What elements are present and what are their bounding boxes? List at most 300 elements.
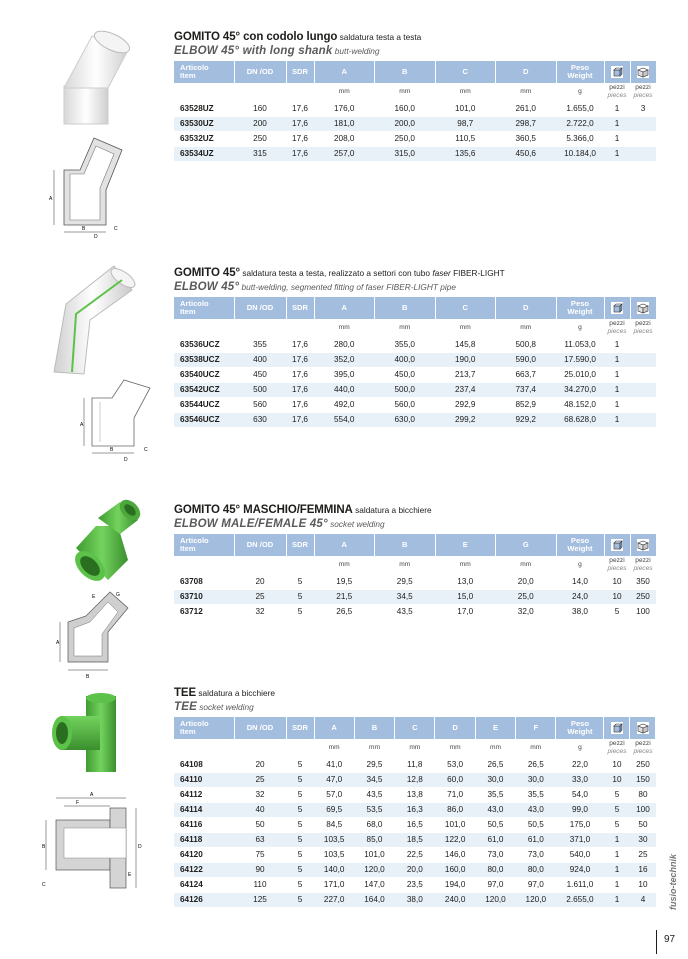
table-cell: 1	[604, 116, 630, 131]
unit-cell-pack: pezzi pieces	[633, 320, 653, 335]
svg-text:C: C	[114, 226, 118, 232]
table-cell: 5	[286, 847, 314, 862]
table-cell: 101,0	[354, 847, 394, 862]
column-header-pieces	[604, 717, 630, 739]
table-cell: 395,0	[314, 367, 375, 382]
table-cell: 450,6	[496, 146, 557, 161]
table-cell: 17,6	[286, 367, 314, 382]
table-cell	[630, 397, 656, 412]
table-cell: 120,0	[516, 892, 556, 907]
table-cell: 25,0	[496, 589, 557, 604]
table-row	[174, 817, 656, 832]
unit-cell	[174, 739, 234, 757]
table-cell: 400	[234, 352, 286, 367]
table-cell: 63534UZ	[174, 146, 234, 161]
table-cell: 1	[604, 367, 630, 382]
column-header: Peso Weight	[556, 61, 604, 83]
table-cell: 5	[604, 802, 630, 817]
table-cell: 61,0	[516, 832, 556, 847]
table-cell: 98,7	[435, 116, 496, 131]
table-cell: 110,5	[435, 131, 496, 146]
table-cell: 24,0	[556, 589, 604, 604]
table-cell: 1	[604, 337, 630, 352]
table-cell: 150	[630, 772, 656, 787]
column-header: Articolo Item	[174, 717, 234, 739]
table-cell	[630, 412, 656, 427]
single-piece-icon	[610, 721, 624, 735]
table-cell: 97,0	[475, 877, 515, 892]
unit-cell: mm	[368, 744, 380, 751]
table-cell: 5	[604, 817, 630, 832]
column-header: F	[516, 717, 556, 739]
table-cell: 30,0	[475, 772, 515, 787]
table-row	[174, 862, 656, 877]
units-row	[174, 319, 656, 337]
title-sub: saldatura testa a testa, realizzato a settori con tubo	[240, 268, 433, 278]
table-cell: 64124	[174, 877, 234, 892]
table-cell: 22,0	[556, 757, 604, 772]
table-cell: 492,0	[314, 397, 375, 412]
table-cell: 26,5	[475, 757, 515, 772]
svg-text:D: D	[124, 457, 128, 463]
table-cell: 630	[234, 412, 286, 427]
column-header: DN /OD	[234, 534, 286, 556]
unit-cell	[234, 739, 286, 757]
table-cell: 400,0	[375, 352, 436, 367]
title-en-main: ELBOW MALE/FEMALE 45°	[174, 518, 328, 530]
unit-cell-pack: pezzi pieces	[633, 84, 653, 99]
column-header: C	[395, 717, 435, 739]
unit-cell: mm	[459, 324, 471, 331]
unit-cell: mm	[489, 744, 501, 751]
column-header: B	[375, 297, 436, 319]
table-cell: 146,0	[435, 847, 475, 862]
box-icon	[636, 65, 650, 79]
title-en-sub: butt-welding	[332, 46, 380, 56]
table-cell: 10	[604, 574, 630, 589]
table-cell: 1	[604, 397, 630, 412]
table-cell: 125	[234, 892, 286, 907]
table-cell: 175,0	[556, 817, 604, 832]
table-cell: 450,0	[375, 367, 436, 382]
title-sub: saldatura a bicchiere	[196, 688, 275, 698]
table-cell: 43,5	[354, 787, 394, 802]
svg-text:G: G	[116, 592, 120, 598]
table-cell: 371,0	[556, 832, 604, 847]
table-header-row	[174, 61, 656, 83]
table-cell: 30,0	[516, 772, 556, 787]
box-icon	[636, 538, 650, 552]
unit-cell	[234, 319, 286, 337]
title-en-main: TEE	[174, 701, 197, 713]
table-row	[174, 847, 656, 862]
table-cell: 554,0	[314, 412, 375, 427]
column-header: B	[375, 534, 436, 556]
unit-cell-pack: pezzi pieces	[607, 740, 627, 755]
table-cell: 500,8	[496, 337, 557, 352]
table-cell: 630,0	[375, 412, 436, 427]
product-table	[174, 534, 657, 620]
unit-cell: mm	[520, 324, 532, 331]
svg-text:D: D	[94, 234, 98, 240]
table-cell: 35,5	[475, 787, 515, 802]
table-cell: 261,0	[496, 101, 557, 116]
table-cell: 292,9	[435, 397, 496, 412]
table-cell: 26,5	[314, 604, 375, 619]
table-cell: 33,0	[556, 772, 604, 787]
table-cell: 64110	[174, 772, 234, 787]
table-row	[174, 787, 656, 802]
table-row	[174, 574, 656, 589]
title-en-sub: socket welding	[327, 519, 385, 529]
table-cell: 54,0	[556, 787, 604, 802]
title-en	[174, 700, 656, 714]
table-cell: 19,5	[314, 574, 375, 589]
title-it	[174, 503, 656, 517]
table-cell: 34,5	[354, 772, 394, 787]
elbow-segmented-drawing	[80, 378, 160, 464]
table-cell: 1	[604, 892, 630, 907]
page-number: 97	[664, 934, 676, 945]
table-cell: 25	[630, 847, 656, 862]
table-cell: 1	[604, 832, 630, 847]
column-header: B	[375, 61, 436, 83]
column-header: A	[314, 61, 375, 83]
unit-cell: mm	[449, 744, 461, 751]
table-cell: 250	[630, 589, 656, 604]
table-cell: 20,0	[496, 574, 557, 589]
table-cell: 48.152,0	[556, 397, 604, 412]
table-cell: 500,0	[375, 382, 436, 397]
table-cell: 17,6	[286, 146, 314, 161]
unit-cell: mm	[338, 561, 350, 568]
column-header-box	[630, 717, 656, 739]
table-cell: 360,5	[496, 131, 557, 146]
table-cell: 17,6	[286, 337, 314, 352]
table-cell: 10	[630, 877, 656, 892]
table-cell: 63712	[174, 604, 234, 619]
table-cell: 1	[604, 412, 630, 427]
table-cell: 17,6	[286, 116, 314, 131]
unit-cell: mm	[399, 88, 411, 95]
table-cell	[630, 131, 656, 146]
table-cell: 68.628,0	[556, 412, 604, 427]
table-cell: 50	[234, 817, 286, 832]
column-header-box	[630, 297, 656, 319]
table-row	[174, 131, 656, 146]
table-row	[174, 146, 656, 161]
single-piece-icon	[610, 538, 624, 552]
table-row	[174, 337, 656, 352]
table-cell: 663,7	[496, 367, 557, 382]
table-cell	[630, 116, 656, 131]
column-header: G	[496, 534, 557, 556]
column-header: D	[435, 717, 475, 739]
table-cell: 32	[234, 787, 286, 802]
table-cell: 17,0	[435, 604, 496, 619]
column-header: Peso Weight	[556, 297, 604, 319]
table-cell: 63536UCZ	[174, 337, 234, 352]
table-cell: 63544UCZ	[174, 397, 234, 412]
svg-text:D: D	[138, 844, 142, 850]
table-header-row	[174, 717, 656, 739]
svg-text:B: B	[86, 674, 90, 680]
table-cell: 3	[630, 101, 656, 116]
table-cell: 5	[286, 862, 314, 877]
column-header: E	[475, 717, 515, 739]
table-row	[174, 772, 656, 787]
table-cell: 135,6	[435, 146, 496, 161]
table-cell: 1	[604, 352, 630, 367]
table-cell: 5	[286, 757, 314, 772]
column-header-box	[630, 61, 656, 83]
table-cell: 17,6	[286, 101, 314, 116]
table-cell: 250	[234, 131, 286, 146]
table-cell: 50,5	[516, 817, 556, 832]
table-cell: 29,5	[354, 757, 394, 772]
unit-cell: mm	[520, 561, 532, 568]
table-cell: 20,0	[395, 862, 435, 877]
single-piece-icon	[610, 301, 624, 315]
table-cell: 237,4	[435, 382, 496, 397]
table-cell: 63532UZ	[174, 131, 234, 146]
table-cell: 50,5	[475, 817, 515, 832]
table-cell: 68,0	[354, 817, 394, 832]
table-cell: 16	[630, 862, 656, 877]
table-cell: 737,4	[496, 382, 557, 397]
table-cell: 5	[286, 832, 314, 847]
table-cell: 298,7	[496, 116, 557, 131]
title-sub: saldatura a bicchiere	[352, 505, 432, 515]
section-elbow-long-shank	[174, 30, 656, 162]
table-cell: 10.184,0	[556, 146, 604, 161]
title-en	[174, 517, 656, 531]
table-cell: 16,3	[395, 802, 435, 817]
table-cell: 40	[234, 802, 286, 817]
table-cell: 160	[234, 101, 286, 116]
table-row	[174, 397, 656, 412]
column-header: C	[435, 297, 496, 319]
table-cell: 38,0	[556, 604, 604, 619]
table-cell: 355	[234, 337, 286, 352]
table-cell: 101,0	[435, 817, 475, 832]
table-row	[174, 352, 656, 367]
table-cell: 22,5	[395, 847, 435, 862]
table-cell: 43,5	[375, 604, 436, 619]
table-cell: 43,0	[475, 802, 515, 817]
table-row	[174, 892, 656, 907]
table-cell: 25	[234, 589, 286, 604]
table-row	[174, 877, 656, 892]
unit-cell: g	[578, 324, 582, 331]
table-cell: 20	[234, 757, 286, 772]
table-cell: 852,9	[496, 397, 557, 412]
table-cell: 60,0	[435, 772, 475, 787]
table-cell: 84,5	[314, 817, 354, 832]
title-en-main: ELBOW 45°	[174, 281, 240, 293]
table-cell: 5	[286, 574, 314, 589]
title-main: TEE	[174, 687, 197, 699]
table-cell: 190,0	[435, 352, 496, 367]
column-header: B	[354, 717, 394, 739]
table-cell: 145,8	[435, 337, 496, 352]
title-main: GOMITO 45°	[174, 267, 241, 279]
table-cell: 73,0	[516, 847, 556, 862]
title-en	[174, 44, 656, 58]
svg-text:E: E	[92, 594, 96, 600]
unit-cell: mm	[399, 324, 411, 331]
table-cell: 63546UCZ	[174, 412, 234, 427]
table-cell: 73,0	[475, 847, 515, 862]
table-cell: 11,8	[395, 757, 435, 772]
table-row	[174, 382, 656, 397]
table-cell: 61,0	[475, 832, 515, 847]
table-cell: 200	[234, 116, 286, 131]
table-cell: 64120	[174, 847, 234, 862]
table-cell: 5	[286, 772, 314, 787]
table-header-row	[174, 297, 656, 319]
table-cell: 176,0	[314, 101, 375, 116]
unit-cell: mm	[338, 88, 350, 95]
table-cell: 10	[604, 757, 630, 772]
product-table	[174, 61, 657, 162]
elbow-fiberlight-photo	[48, 262, 144, 382]
table-cell: 20	[234, 574, 286, 589]
unit-cell	[286, 83, 314, 101]
box-icon	[636, 721, 650, 735]
table-cell: 26,5	[516, 757, 556, 772]
table-cell: 64116	[174, 817, 234, 832]
table-row	[174, 589, 656, 604]
table-row	[174, 604, 656, 619]
table-cell: 2.722,0	[556, 116, 604, 131]
svg-text:B: B	[42, 844, 46, 850]
table-cell: 213,7	[435, 367, 496, 382]
svg-text:F: F	[76, 800, 80, 806]
table-cell: 1	[604, 877, 630, 892]
column-header: C	[435, 61, 496, 83]
table-cell: 350	[630, 574, 656, 589]
table-cell	[630, 367, 656, 382]
table-cell: 12,8	[395, 772, 435, 787]
table-cell: 101,0	[435, 101, 496, 116]
table-cell: 5	[604, 787, 630, 802]
units-row	[174, 739, 656, 757]
table-cell: 53,0	[435, 757, 475, 772]
svg-text:A: A	[56, 640, 60, 646]
table-cell: 23,5	[395, 877, 435, 892]
table-cell: 17.590,0	[556, 352, 604, 367]
table-cell: 5	[286, 589, 314, 604]
unit-cell	[234, 83, 286, 101]
unit-cell: mm	[399, 561, 411, 568]
table-cell: 64108	[174, 757, 234, 772]
elbow-male-female-drawing	[56, 588, 140, 680]
column-header: SDR	[286, 61, 314, 83]
table-cell: 1	[604, 382, 630, 397]
column-header: Articolo Item	[174, 534, 234, 556]
table-cell: 15,0	[435, 589, 496, 604]
table-cell: 34.270,0	[556, 382, 604, 397]
table-cell: 53,5	[354, 802, 394, 817]
table-cell: 10	[604, 772, 630, 787]
column-header-box	[630, 534, 656, 556]
unit-cell: mm	[338, 324, 350, 331]
unit-cell	[174, 319, 234, 337]
table-cell: 929,2	[496, 412, 557, 427]
table-cell	[630, 337, 656, 352]
table-cell: 450	[234, 367, 286, 382]
table-row	[174, 367, 656, 382]
unit-cell-pack: pezzi pieces	[607, 320, 627, 335]
column-header-pieces	[604, 61, 630, 83]
table-cell: 64118	[174, 832, 234, 847]
table-cell: 299,2	[435, 412, 496, 427]
table-cell: 64114	[174, 802, 234, 817]
table-cell: 63	[234, 832, 286, 847]
unit-cell: g	[578, 744, 582, 751]
column-header: Peso Weight	[556, 717, 604, 739]
table-cell: 1	[604, 146, 630, 161]
title-main: GOMITO 45° MASCHIO/FEMMINA	[174, 504, 353, 516]
table-cell: 32,0	[496, 604, 557, 619]
brand-text: fusio-technik	[668, 853, 678, 910]
table-cell: 924,0	[556, 862, 604, 877]
table-cell: 43,0	[516, 802, 556, 817]
table-cell: 64122	[174, 862, 234, 877]
svg-text:B: B	[110, 447, 114, 453]
unit-cell: mm	[459, 88, 471, 95]
table-cell: 227,0	[314, 892, 354, 907]
table-cell: 17,6	[286, 382, 314, 397]
table-cell: 25	[234, 772, 286, 787]
column-header: SDR	[286, 534, 314, 556]
table-cell: 80,0	[516, 862, 556, 877]
table-cell: 34,5	[375, 589, 436, 604]
table-cell: 63528UZ	[174, 101, 234, 116]
table-cell: 47,0	[314, 772, 354, 787]
table-cell: 250,0	[375, 131, 436, 146]
unit-cell	[286, 556, 314, 574]
title-sub2: FIBER-LIGHT	[450, 268, 505, 278]
table-cell: 63540UCZ	[174, 367, 234, 382]
brand-vertical	[668, 820, 682, 910]
column-header: Articolo Item	[174, 61, 234, 83]
table-cell: 194,0	[435, 877, 475, 892]
unit-cell-pack: pezzi pieces	[633, 557, 653, 572]
table-cell: 560	[234, 397, 286, 412]
table-cell: 29,5	[375, 574, 436, 589]
svg-text:E: E	[128, 872, 132, 878]
column-header: DN /OD	[234, 717, 286, 739]
column-header: SDR	[286, 297, 314, 319]
unit-cell: g	[578, 88, 582, 95]
table-row	[174, 757, 656, 772]
unit-cell: mm	[520, 88, 532, 95]
table-cell: 99,0	[556, 802, 604, 817]
table-cell: 86,0	[435, 802, 475, 817]
unit-cell-pack: pezzi pieces	[607, 557, 627, 572]
table-cell: 110	[234, 877, 286, 892]
table-cell: 17,6	[286, 352, 314, 367]
table-cell: 171,0	[314, 877, 354, 892]
unit-cell: g	[578, 561, 582, 568]
title-sub: saldatura testa a testa	[337, 32, 422, 42]
column-header: A	[314, 717, 354, 739]
table-cell: 120,0	[475, 892, 515, 907]
column-header: A	[314, 534, 375, 556]
table-cell: 1.655,0	[556, 101, 604, 116]
